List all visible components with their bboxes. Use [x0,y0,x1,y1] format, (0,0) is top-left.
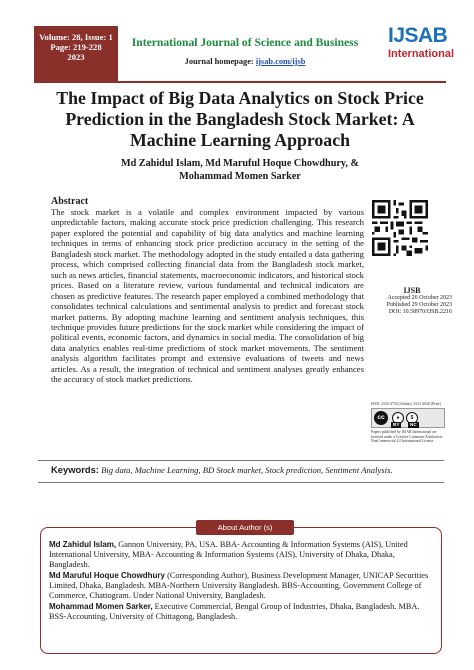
author-entry [49,540,435,570]
about-author-tab: About Author (s) [196,520,294,535]
authors-line-1: Md Zahidul Islam, Md Maruful Hoque Chowdhury, & [120,158,360,169]
homepage-link[interactable]: ijsab.com/ijsb [255,57,306,66]
authors-line-2: Mohammad Momen Sarker [179,171,301,182]
published-date: Published 29 October 2023 [386,302,452,308]
noncommercial-icon: $ [406,412,418,424]
author-entries [49,540,435,623]
page-range: Page: 219-228 [50,42,102,52]
keywords-label: Keywords: [51,464,99,475]
cc-nc-label: NC [410,422,417,427]
cc-license-badge[interactable] [371,408,445,428]
author-name: Md Maruful Hoque Chowdhury [49,571,165,580]
issn-text: ISSN: 2520-4750 (Online), 2521-3040 (Print) [371,402,441,406]
author-entry [49,602,435,622]
logo-sub-text: International [388,48,455,60]
cc-icon: cc [374,411,388,425]
keywords-divider-top [38,460,444,461]
journal-name: International Journal of Science and Business [131,36,359,49]
paper-title: The Impact of Big Data Analytics on Stock Price Prediction in the Bangladesh Stock Market: A Machine Learning Approach [56,88,424,150]
homepage-label: Journal homepage: [184,57,254,66]
year: 2023 [67,52,85,62]
logo-main-text: IJSAB [388,24,448,47]
volume-line: Volume: 28, Issue: 1 [39,32,113,42]
author-entry [49,571,435,601]
keywords-divider-bottom [38,482,444,483]
keywords-line [51,464,451,475]
paper-authors [60,157,420,183]
author-bio: (Corresponding Author), Business Development Manager, UNICAP Securities Limited, Dhaka, Bangladesh. MBA-Northern University Bangladesh. BBS-Accounting, Government College of Commerce, Chattogram. Under National University, Bangladesh. [49,571,429,600]
abstract-text: The stock market is a volatile and complex environment impacted by various unpredictable factors, making accurate stock price prediction challenging. This research paper explored the potential and capability of big data analytics and machine learning techniques in terms of enhancing stock price prediction accuracy in the setting of the Bangladesh stock market. The methodology adopted in the study entailed a data gathering process, which comprised collecting financial data from the Bangladesh stock market, such as news articles, financial statements, macroeconomic indicators, and historical stock prices. Based on a literature review, various fundamental and technical indicators are chosen as predictive features. The research paper employed a combined methodology that consolidates technical calculations and sentimental analysis to predict and forecast stock market patterns. By adopting machine learning and sentiment analysis techniques, this technique provides future predictions for the stock market while considering the impact of political events, economic factors, and dynamics in social media. The consolidation of big data analytics enables real-time predictions of stock market movements. The sentiment analysis algorithm facilitates prompt and extensive evaluations of tweets and news articles. As a result, the integration of technical and sentiment analyses greatly enhances the accuracy of stock market predictions. [51,207,364,385]
by-attribution-icon: ● [392,412,404,424]
header-divider [34,81,446,83]
author-name: Md Zahidul Islam, [49,540,117,549]
author-name: Mohammad Momen Sarker, [49,602,153,611]
cc-by-label: BY [393,422,400,427]
author-bio: Gannon University, PA, USA. BBA- Accounting & Information Systems (AIS), United International University, MBA- Accounting & Information Systems (AIS), University of Dhaka, Dhaka, Bangladesh. [49,540,408,569]
ijsb-label: IJSB [403,286,421,295]
doi: DOI: 10.58970/IJSB.2216 [388,309,452,315]
publication-dates [372,295,452,316]
volume-info-box [34,26,118,82]
journal-logo [388,24,455,78]
journal-homepage [120,57,370,66]
author-bio: Executive Commercial, Bengal Group of Industries, Dhaka, Bangladesh. MBA. BSS-Accounting, University of Chittagong, Bangladesh. [49,602,420,621]
keywords-text: Big data, Machine Learning, BD Stock market, Stock prediction, Sentiment Analysis. [101,465,393,475]
accepted-date: Accepted 26 October 2023 [387,295,452,301]
qr-code-icon [372,200,428,256]
license-note: Papers published by IJSAB International are licensed under a Creative Commons Attribution-NonCommercial 4.0 International License. [371,430,443,443]
abstract-heading: Abstract [51,196,89,207]
